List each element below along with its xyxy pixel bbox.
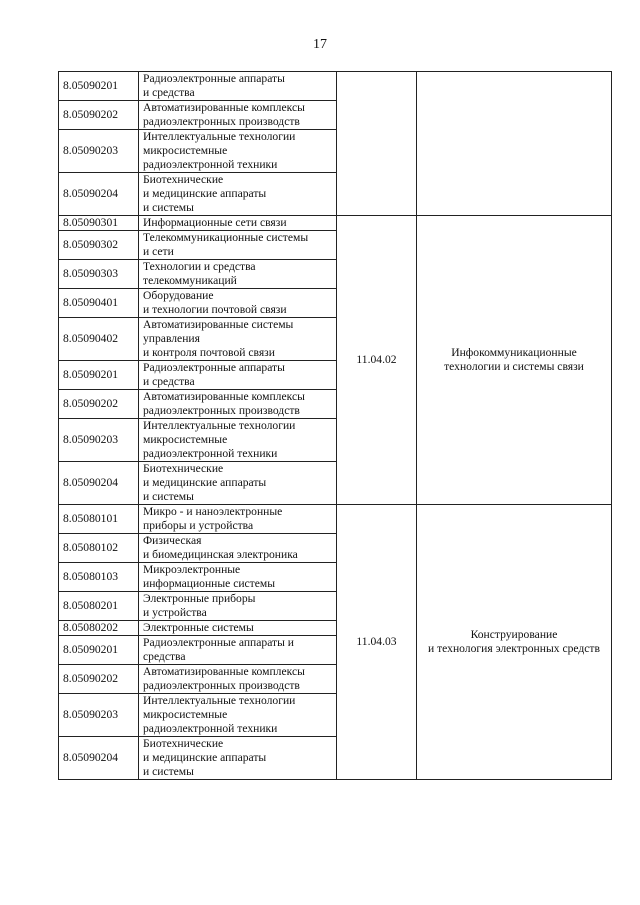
program-code: 8.05080102 xyxy=(59,534,139,563)
program-name: Электронные приборы и устройства xyxy=(139,592,337,621)
specialty-code: 11.04.02 xyxy=(337,216,417,505)
program-name: Автоматизированные комплексы радиоэлектронных производств xyxy=(139,665,337,694)
specialty-name: Инфокоммуникационные технологии и системы связи xyxy=(417,216,612,505)
program-name: Радиоэлектронные аппараты и средства xyxy=(139,636,337,665)
program-code: 8.05090203 xyxy=(59,694,139,737)
program-code: 8.05080201 xyxy=(59,592,139,621)
program-code: 8.05090204 xyxy=(59,173,139,216)
program-code: 8.05080202 xyxy=(59,621,139,636)
program-code: 8.05090201 xyxy=(59,72,139,101)
table-row xyxy=(59,72,612,101)
page-number: 17 xyxy=(313,37,327,52)
program-name: Биотехнические и медицинские аппараты и системы xyxy=(139,737,337,780)
program-code: 8.05090402 xyxy=(59,318,139,361)
specialty-name xyxy=(417,72,612,216)
program-code: 8.05090204 xyxy=(59,462,139,505)
program-code: 8.05090203 xyxy=(59,419,139,462)
program-code: 8.05090303 xyxy=(59,260,139,289)
program-code: 8.05090202 xyxy=(59,665,139,694)
program-code: 8.05090201 xyxy=(59,636,139,665)
specialty-code: 11.04.03 xyxy=(337,505,417,780)
table-row xyxy=(59,216,612,231)
program-name: Оборудование и технологии почтовой связи xyxy=(139,289,337,318)
program-code: 8.05090204 xyxy=(59,737,139,780)
table-row xyxy=(59,505,612,534)
program-code: 8.05090401 xyxy=(59,289,139,318)
program-name: Интеллектуальные технологии микросистемные радиоэлектронной техники xyxy=(139,130,337,173)
program-code: 8.05090202 xyxy=(59,101,139,130)
specialty-correspondence-table xyxy=(58,71,612,780)
specialty-code xyxy=(337,72,417,216)
program-name: Информационные сети связи xyxy=(139,216,337,231)
program-code: 8.05090202 xyxy=(59,390,139,419)
program-name: Интеллектуальные технологии микросистемные радиоэлектронной техники xyxy=(139,694,337,737)
program-code: 8.05090301 xyxy=(59,216,139,231)
program-name: Радиоэлектронные аппараты и средства xyxy=(139,72,337,101)
program-name: Электронные системы xyxy=(139,621,337,636)
program-name: Интеллектуальные технологии микросистемные радиоэлектронной техники xyxy=(139,419,337,462)
program-name: Автоматизированные системы управления и контроля почтовой связи xyxy=(139,318,337,361)
program-code: 8.05090201 xyxy=(59,361,139,390)
specialty-name: Конструирование и технология электронных средств xyxy=(417,505,612,780)
program-name: Микроэлектронные информационные системы xyxy=(139,563,337,592)
program-name: Микро - и наноэлектронные приборы и устройства xyxy=(139,505,337,534)
program-name: Биотехнические и медицинские аппараты и системы xyxy=(139,173,337,216)
program-code: 8.05090302 xyxy=(59,231,139,260)
program-code: 8.05090203 xyxy=(59,130,139,173)
program-code: 8.05080103 xyxy=(59,563,139,592)
program-name: Автоматизированные комплексы радиоэлектронных производств xyxy=(139,101,337,130)
program-name: Биотехнические и медицинские аппараты и системы xyxy=(139,462,337,505)
program-name: Технологии и средства телекоммуникаций xyxy=(139,260,337,289)
program-name: Автоматизированные комплексы радиоэлектронных производств xyxy=(139,390,337,419)
program-name: Радиоэлектронные аппараты и средства xyxy=(139,361,337,390)
program-name: Телекоммуникационные системы и сети xyxy=(139,231,337,260)
program-code: 8.05080101 xyxy=(59,505,139,534)
program-name: Физическая и биомедицинская электроника xyxy=(139,534,337,563)
